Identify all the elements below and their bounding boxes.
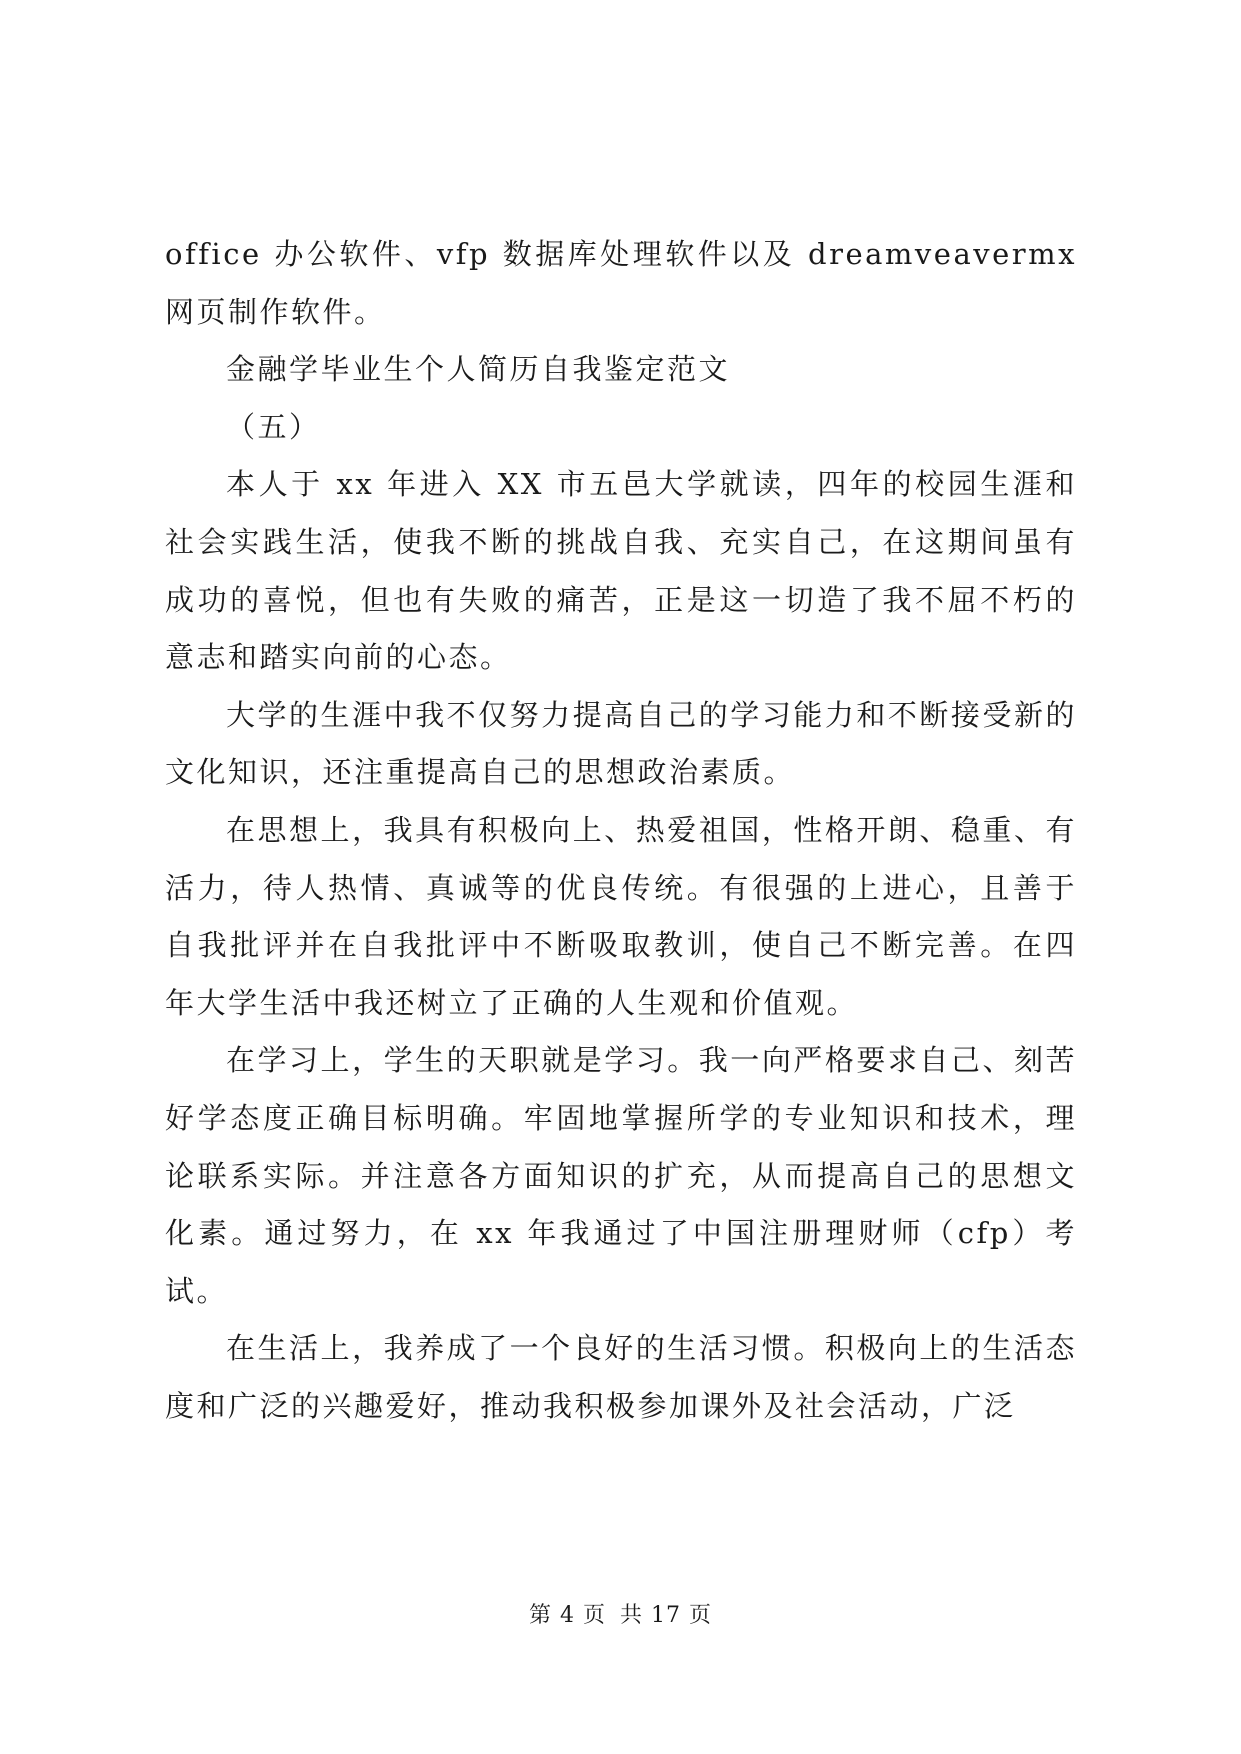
document-body [165,226,1077,1435]
page-total: 共 17 页 [620,1603,712,1628]
paragraph-life: 在生活上，我养成了一个良好的生活习惯。积极向上的生活态度和广泛的兴趣爱好，推动我积极参加课外及社会活动，广泛 [165,1331,1077,1423]
paragraph-software-list: office 办公软件、vfp 数据库处理软件以及 dreamveavermx 网页制作软件。 [165,237,1077,329]
page-footer [0,1598,1241,1629]
paragraph-intro: 本人于 xx 年进入 XX 市五邑大学就读，四年的校园生涯和社会实践生活，使我不断的挑战自我、充实自己，在这期间虽有成功的喜悦，但也有失败的痛苦，正是这一切造了我不屈不朽的意志和踏实向前的心态。 [165,467,1077,675]
paragraph-study: 在学习上，学生的天职就是学习。我一向严格要求自己、刻苦好学态度正确目标明确。牢固地掌握所学的专业知识和技术，理论联系实际。并注意各方面知识的扩充，从而提高自己的思想文化素。通过努力，在 xx 年我通过了中国注册理财师（cfp）考试。 [165,1043,1077,1308]
paragraph-thought: 在思想上，我具有积极向上、热爱祖国，性格开朗、稳重、有活力，待人热情、真诚等的优良传统。有很强的上进心，且善于自我批评并在自我批评中不断吸取教训，使自己不断完善。在四年大学生活中我还树立了正确的人生观和价值观。 [165,812,1077,1020]
section-title: 金融学毕业生个人简历自我鉴定范文 [226,352,731,387]
section-number: （五） [226,409,321,444]
page-number: 第 4 页 [529,1603,606,1628]
paragraph-study-overview: 大学的生涯中我不仅努力提高自己的学习能力和不断接受新的文化知识，还注重提高自己的思想政治素质。 [165,697,1077,790]
